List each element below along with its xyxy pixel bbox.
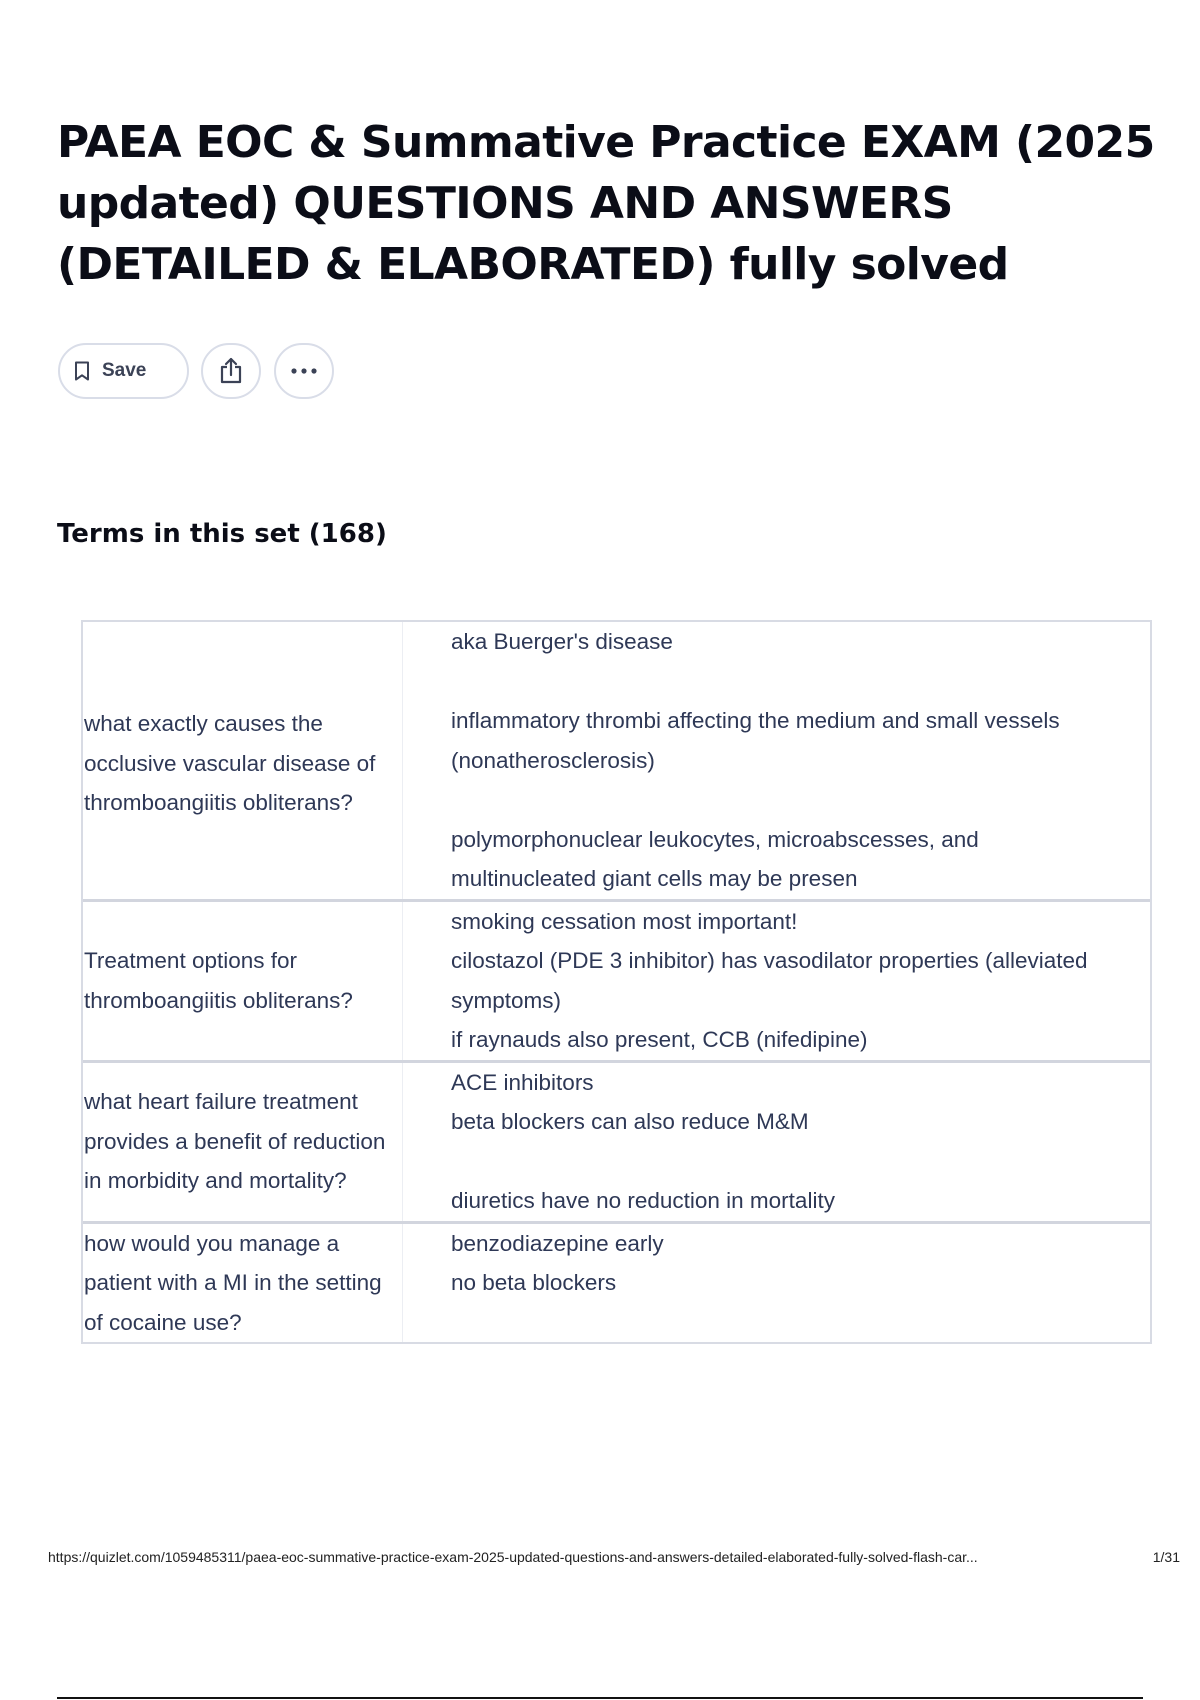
definition-line: inflammatory thrombi affecting the medium and small vessels (nonatherosclerosis) [451,708,1066,773]
definition-cell [403,902,1150,1060]
definition-line: no beta blockers [451,1270,617,1295]
term-cell [83,622,403,899]
print-url: https://quizlet.com/1059485311/paea-eoc-summative-practice-exam-2025-updated-questions-and-answers-detailed-elaborated-fully-solved-flash-car... [48,1549,978,1565]
page-title: PAEA EOC & Summative Practice EXAM (2025 updated) QUESTIONS AND ANSWERS (DETAILED & ELABORATED) fully solved [57,117,1155,290]
term-text: what heart failure treatment provides a benefit of reduction in morbidity and mortality? [84,1089,386,1194]
term-cell [83,902,403,1060]
definition-line [451,1303,1130,1343]
term-row [83,1221,1150,1343]
save-button[interactable] [58,343,189,399]
terms-table [81,620,1152,1344]
save-button-label: Save [102,360,147,381]
definition-line [451,662,1130,702]
definition-cell [403,1063,1150,1221]
term-text: Treatment options for thromboangiitis obliterans? [84,948,353,1013]
page-divider [57,1697,1143,1699]
share-icon [218,357,244,385]
term-text: what exactly causes the occlusive vascular disease of thromboangiitis obliterans? [84,711,376,815]
definition-cell [403,622,1150,899]
bookmark-icon [74,361,90,381]
definition-line: beta blockers can also reduce M&M [451,1109,809,1134]
term-cell [83,1063,403,1221]
definition-line: ACE inhibitors [451,1069,594,1095]
term-cell [83,1224,403,1343]
definition-line: polymorphonuclear leukocytes, microabscesses, and multinucleated giant cells may be presen [451,826,986,891]
more-options-button[interactable] [274,343,334,399]
definition-line: smoking cessation most important! [451,908,798,934]
terms-heading: Terms in this set (168) [57,519,387,549]
definition-line: cilostazol (PDE 3 inhibitor) has vasodilator properties (alleviated symptoms) [451,948,1094,1013]
term-text: how would you manage a patient with a MI in the setting of cocaine use? [84,1230,382,1335]
term-row [83,899,1150,1060]
definition-line: benzodiazepine early [451,1230,664,1256]
term-row [83,1060,1150,1221]
page-number: 1/31 [1152,1549,1180,1565]
more-icon [290,367,318,375]
definition-line [451,780,1130,820]
definition-line [451,1142,1130,1182]
definition-cell [403,1224,1150,1343]
term-row [83,622,1150,899]
definition-line: diuretics have no reduction in mortality [451,1188,835,1213]
definition-line: aka Buerger's disease [451,629,673,654]
share-button[interactable] [201,343,261,399]
definition-line: if raynauds also present, CCB (nifedipine) [451,1027,868,1052]
